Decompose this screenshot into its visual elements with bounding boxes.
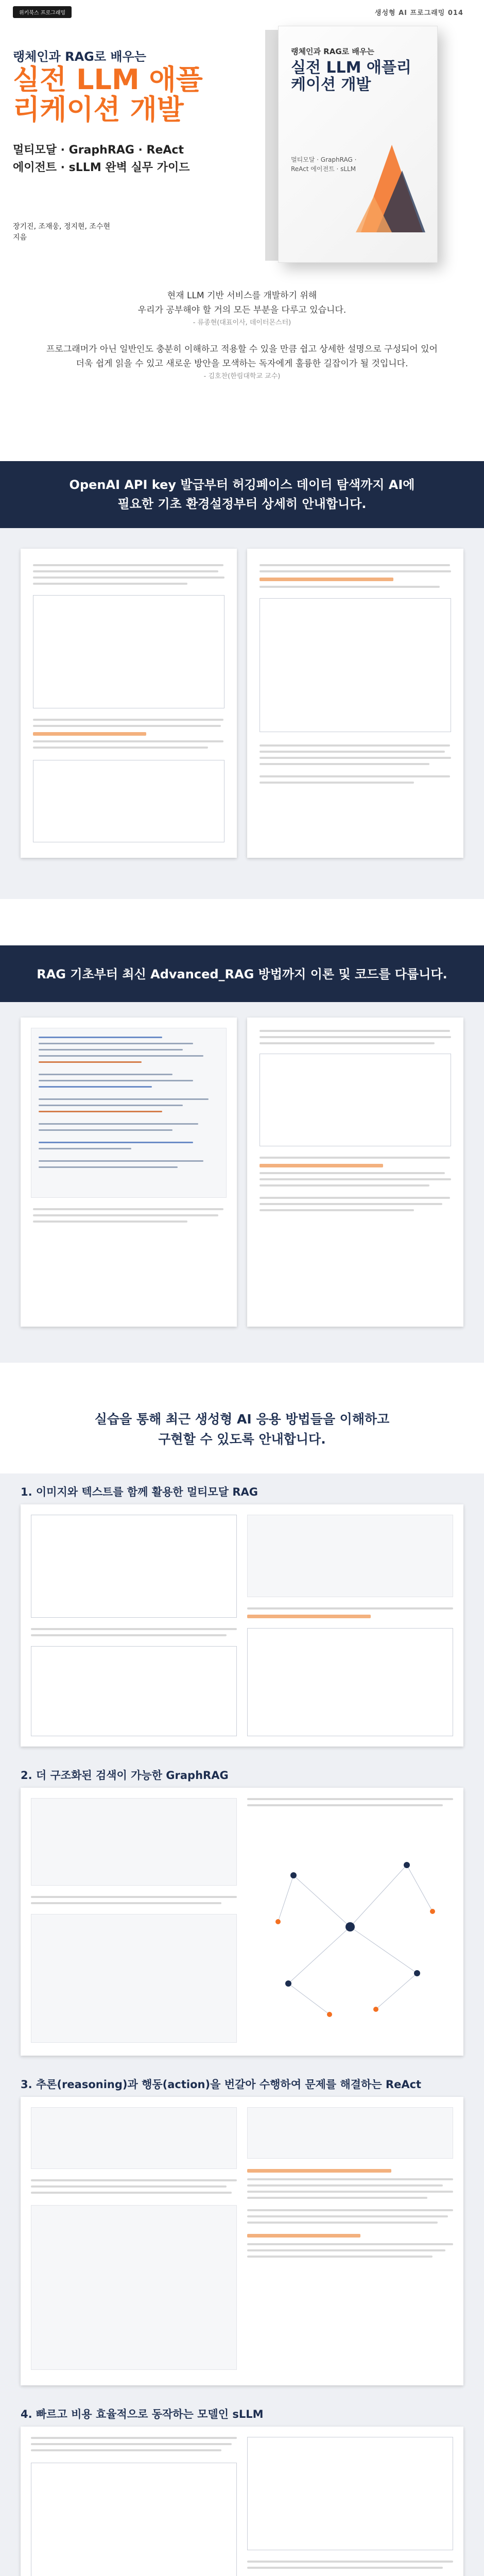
quote1-line2: 우리가 공부해야 할 거의 모든 부분을 다루고 있습니다.	[137, 305, 347, 316]
code-block-2	[247, 1515, 453, 1597]
book-title: 실전 LLM 애플리케이션 개발	[291, 59, 411, 94]
sllm-figure	[31, 2463, 237, 2576]
book-page-left-2	[21, 1018, 237, 1327]
multimodal-pages	[21, 1504, 463, 1747]
quote2-line1: 프로그래머가 아닌 일반인도 충분히 이해하고 적용할 수 있을 만큼 쉽고 상세한 설명으로 구성되어 있어	[46, 344, 438, 354]
code-block-4	[31, 1914, 237, 2043]
section2-header	[0, 945, 484, 1002]
hero-subtitle: 랭체인과 RAG로 배우는	[13, 49, 146, 64]
hero-authors: 장기진, 조재웅, 정지현, 조수현 지음	[13, 223, 110, 242]
book-cover	[278, 26, 438, 263]
page-screenshot-2	[260, 598, 451, 732]
book-subtitle: 랭체인과 RAG로 배우는	[291, 47, 374, 56]
section1-header	[0, 461, 484, 528]
hero-description: 멀티모달 · GraphRAG · ReAct 에이전트 · sLLM 완벽 실무 가이드	[13, 144, 190, 175]
subsection-1-title: 1. 이미지와 텍스트를 함께 활용한 멀티모달 RAG	[21, 1486, 258, 1498]
section3-body	[0, 1473, 484, 2576]
graphrag-pages	[21, 1788, 463, 2056]
react-pages	[21, 2097, 463, 2385]
multimodal-screenshot	[247, 1628, 453, 1736]
code-block-3	[31, 1798, 237, 1886]
section3-header	[0, 1391, 484, 1463]
quote2-line2: 더욱 쉽게 읽을 수 있고 새로운 방안을 모색하는 독자에게 훌륭한 길잡이가 될 것입니다.	[76, 358, 408, 369]
section3-title: 실습을 통해 최근 생성형 AI 응용 방법들을 이해하고 구현할 수 있도록 안내합니다.	[94, 1412, 390, 1447]
section2-body	[0, 1002, 484, 1363]
book-cover-art	[356, 134, 428, 238]
series-label: 생성형 AI 프로그래밍 014	[374, 9, 463, 17]
quote1-sign: - 류종현(대표이사, 데이터몬스터)	[193, 319, 291, 327]
section2-title: RAG 기초부터 최신 Advanced_RAG 방법까지 이론 및 코드를 다룹니다.	[37, 967, 447, 981]
hero-title: 실전 LLM 애플리케이션 개발	[13, 63, 203, 126]
page-figure	[33, 595, 224, 708]
section1-body	[0, 528, 484, 899]
book-description: 멀티모달 · GraphRAG · ReAct 에이전트 · sLLM	[291, 156, 357, 173]
subsection-2-title: 2. 더 구조화된 검색이 가능한 GraphRAG	[21, 1769, 229, 1782]
code-block-7	[247, 2107, 453, 2159]
multimodal-figure-2	[31, 1646, 237, 1736]
sllm-table	[247, 2437, 453, 2550]
subsection-3-title: 3. 추론(reasoning)과 행동(action)을 번갈아 수행하여 문제를 해결하는 ReAct	[21, 2078, 422, 2091]
multimodal-figure	[31, 1515, 237, 1618]
code-block	[31, 1028, 227, 1198]
rag-diagram	[260, 1054, 451, 1146]
sllm-pages	[21, 2427, 463, 2576]
quote2-sign: - 김호찬(한림대학교 교수)	[203, 372, 281, 380]
section1-title: OpenAI API key 발급부터 허깅페이스 데이터 탐색까지 AI에 필요한 기초 환경설정부터 상세히 안내합니다.	[69, 478, 415, 512]
series-badge: 위키북스 프로그래밍	[13, 6, 72, 18]
code-block-5	[31, 2107, 237, 2169]
book-page-right-2	[247, 1018, 463, 1327]
graph-network-figure	[247, 1819, 453, 2035]
book-page-right	[247, 549, 463, 858]
code-block-6	[31, 2205, 237, 2370]
book-page-left	[21, 549, 237, 858]
book-spine	[265, 30, 279, 261]
page-screenshot	[33, 760, 224, 842]
quote1-line1: 현재 LLM 기반 서비스를 개발하기 위해	[167, 291, 317, 301]
intro-quotes	[0, 289, 484, 382]
subsection-4-title: 4. 빠르고 비용 효율적으로 동작하는 모델인 sLLM	[21, 2408, 264, 2420]
